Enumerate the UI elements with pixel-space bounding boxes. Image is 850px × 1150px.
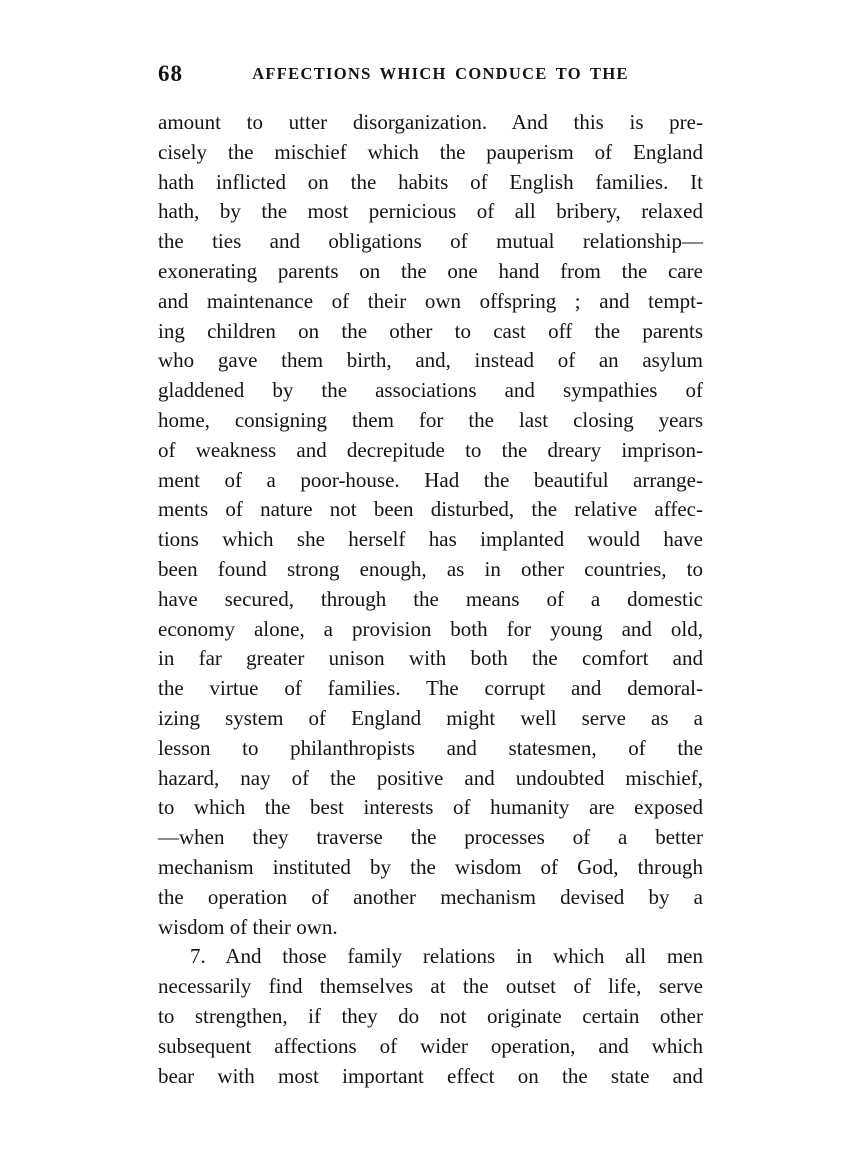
text-line: hath, by the most pernicious of all bribery, relaxed	[158, 199, 703, 224]
text-line: hazard, nay of the positive and undoubted mischief,	[158, 765, 703, 790]
text-line: the ties and obligations of mutual relationship—	[158, 229, 703, 254]
text-line: who gave them birth, and, instead of an asylum	[158, 348, 703, 373]
text-line: the virtue of families. The corrupt and demoral-	[158, 676, 703, 701]
text-line: ment of a poor-house. Had the beautiful arrange-	[158, 467, 703, 492]
text-line: wisdom of their own.	[158, 914, 338, 939]
text-line: lesson to philanthropists and statesmen, of the	[158, 735, 703, 760]
text-line: tions which she herself has implanted would have	[158, 527, 703, 552]
page-header	[158, 58, 703, 90]
text-line: the operation of another mechanism devised by a	[158, 884, 703, 909]
text-line: bear with most important effect on the state and	[158, 1063, 703, 1088]
text-line: ing children on the other to cast off the parents	[158, 318, 703, 343]
text-line: and maintenance of their own offspring ; and tempt-	[158, 288, 703, 313]
text-line: have secured, through the means of a domestic	[158, 586, 703, 611]
text-line: of weakness and decrepitude to the dreary imprison-	[158, 437, 703, 462]
text-line: to strengthen, if they do not originate certain other	[158, 1003, 703, 1028]
text-line: home, consigning them for the last closing years	[158, 407, 703, 432]
text-line: exonerating parents on the one hand from the care	[158, 258, 703, 283]
text-line: hath inflicted on the habits of English families. It	[158, 169, 703, 194]
text-line: amount to utter disorganization. And this is pre-	[158, 110, 703, 134]
running-header: AFFECTIONS WHICH CONDUCE TO THE	[252, 64, 629, 83]
text-line: necessarily find themselves at the outset of life, serve	[158, 974, 703, 999]
text-line: ments of nature not been disturbed, the relative affec-	[158, 497, 703, 522]
text-line: in far greater unison with both the comfort and	[158, 646, 703, 671]
text-line: mechanism instituted by the wisdom of God, through	[158, 854, 703, 879]
text-line: gladdened by the associations and sympathies of	[158, 378, 703, 403]
text-line: to which the best interests of humanity are exposed	[158, 795, 703, 820]
text-line: economy alone, a provision both for young and old,	[158, 616, 703, 641]
text-line: —when they traverse the processes of a better	[158, 825, 703, 850]
text-line: subsequent affections of wider operation, and which	[158, 1033, 703, 1058]
text-line: 7. And those family relations in which all men	[190, 944, 703, 969]
text-line: izing system of England might well serve as a	[158, 705, 703, 730]
body-text	[158, 108, 703, 1091]
page-number: 68	[158, 61, 183, 86]
text-line: cisely the mischief which the pauperism of England	[158, 139, 703, 164]
text-line: been found strong enough, as in other countries, to	[158, 556, 703, 581]
